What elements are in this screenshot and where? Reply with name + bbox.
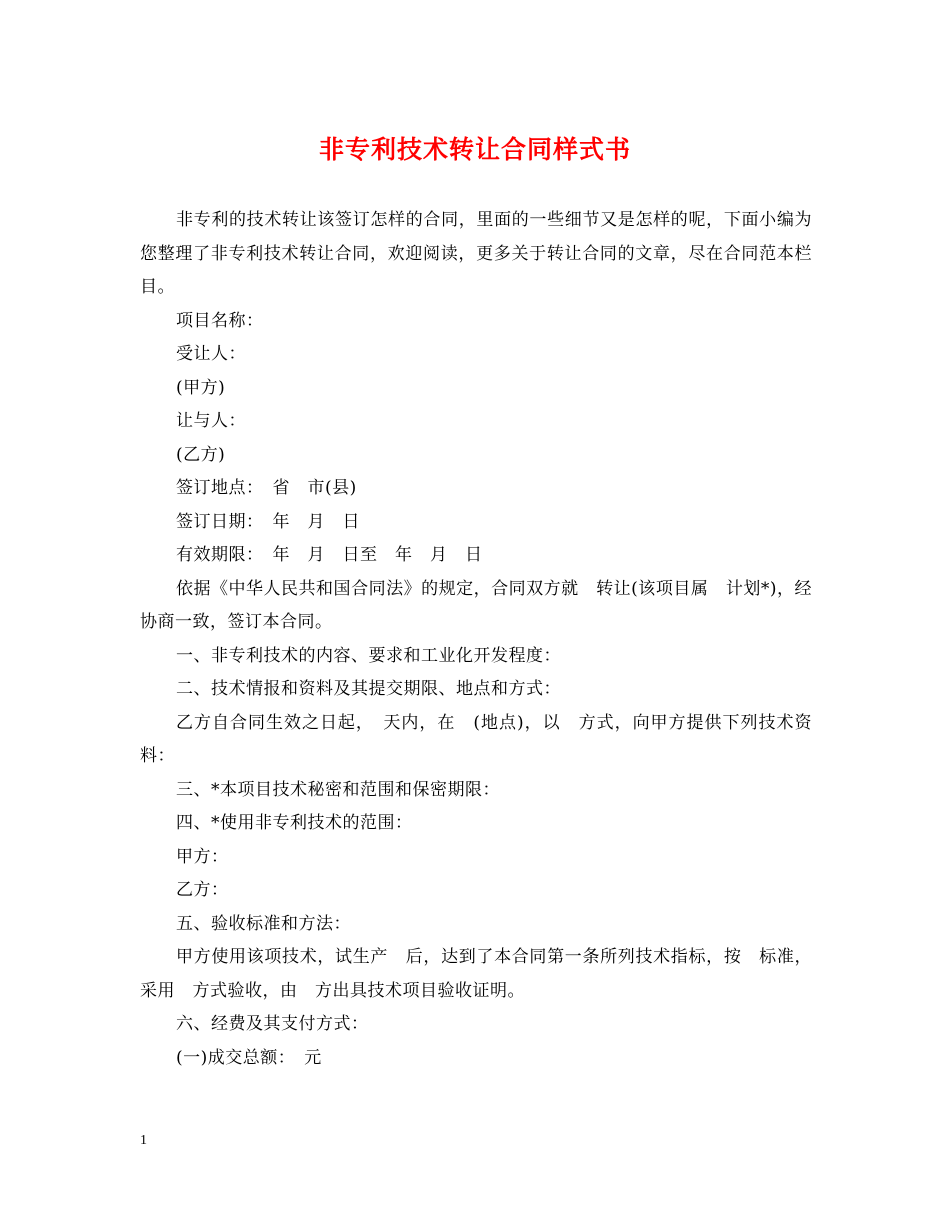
section-2-paragraph: 乙方自合同生效之日起， 天内，在 (地点)，以 方式，向甲方提供下列技术资料： xyxy=(140,712,812,766)
section-3-heading: 三、*本项目技术秘密和范围和保密期限： xyxy=(176,779,500,800)
transferor-line: 让与人： xyxy=(176,411,246,431)
party-b-label: (乙方) xyxy=(176,444,226,465)
party-b-scope-line: 乙方： xyxy=(176,880,229,900)
party-a-label: (甲方) xyxy=(176,377,226,398)
document-body xyxy=(140,204,812,1075)
section-5-heading: 五、验收标准和方法： xyxy=(176,913,351,934)
signing-date-line: 签订日期： 年 月 日 xyxy=(176,511,360,532)
validity-period-line: 有效期限： 年 月 日至 年 月 日 xyxy=(176,545,483,565)
section-5-paragraph: 甲方使用该项技术，试生产 后，达到了本合同第一条所列技术指标，按 标准，采用 方式验收，由 方出具技术项目验收证明。 xyxy=(140,947,812,1001)
page-number: 1 xyxy=(140,1133,147,1148)
total-amount-line: (一)成交总额： 元 xyxy=(176,1047,322,1068)
section-4-heading: 四、*使用非专利技术的范围： xyxy=(176,813,413,833)
section-2-heading: 二、技术情报和资料及其提交期限、地点和方式： xyxy=(176,679,561,699)
intro-paragraph: 非专利的技术转让该签订怎样的合同，里面的一些细节又是怎样的呢，下面小编为您整理了非专利技术转让合同，欢迎阅读，更多关于转让合同的文章，尽在合同范本栏目。 xyxy=(140,210,812,297)
party-a-scope-line: 甲方： xyxy=(176,846,229,867)
signing-place-line: 签订地点： 省 市(县) xyxy=(176,478,357,498)
transferee-line: 受让人： xyxy=(176,344,246,364)
document-title: 非专利技术转让合同样式书 xyxy=(318,135,631,164)
section-1-heading: 一、非专利技术的内容、要求和工业化开发程度： xyxy=(176,645,561,666)
section-6-heading: 六、经费及其支付方式： xyxy=(176,1014,369,1034)
project-name-line: 项目名称： xyxy=(176,310,264,331)
basis-paragraph: 依据《中华人民共和国合同法》的规定，合同双方就 转让(该项目属 计划*)，经协商一致，签订本合同。 xyxy=(140,578,812,632)
